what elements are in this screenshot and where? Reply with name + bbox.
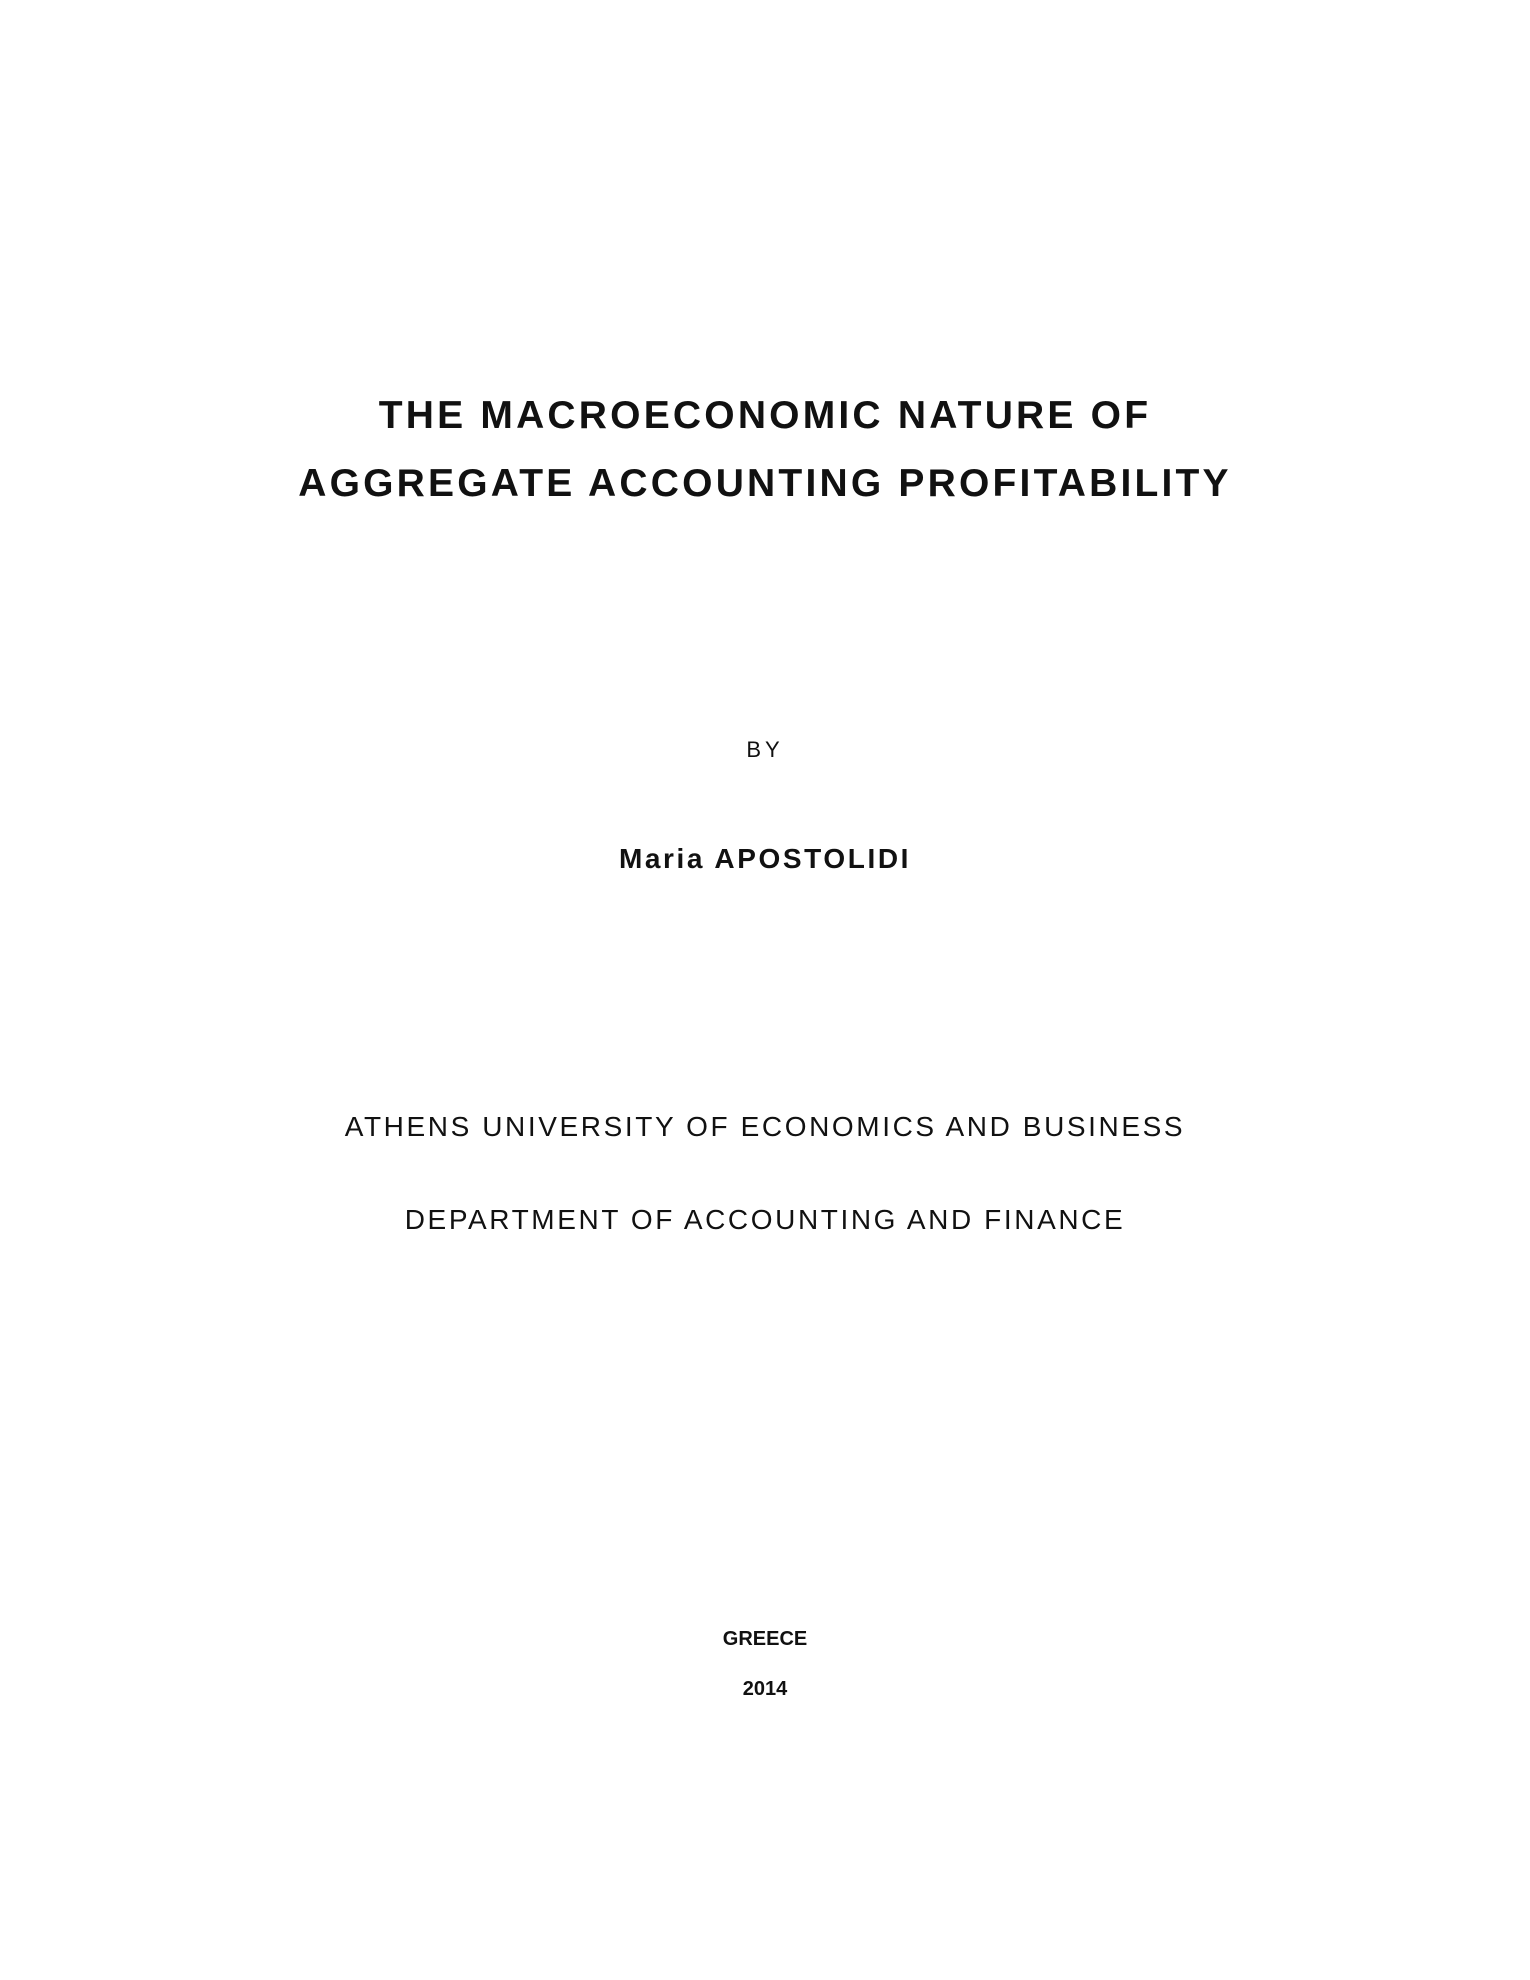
by-label: BY — [746, 737, 784, 762]
year-label: 2014 — [742, 1678, 788, 1700]
university-name: ATHENS UNIVERSITY OF ECONOMICS AND BUSINESS — [344, 1111, 1186, 1142]
title-line-1: THE MACROECONOMIC NATURE OF — [378, 394, 1152, 437]
department-name: DEPARTMENT OF ACCOUNTING AND FINANCE — [404, 1204, 1126, 1235]
author-name: Maria APOSTOLIDI — [618, 843, 912, 874]
country-label: GREECE — [722, 1628, 808, 1650]
title-line-2: AGGREGATE ACCOUNTING PROFITABILITY — [298, 462, 1232, 505]
